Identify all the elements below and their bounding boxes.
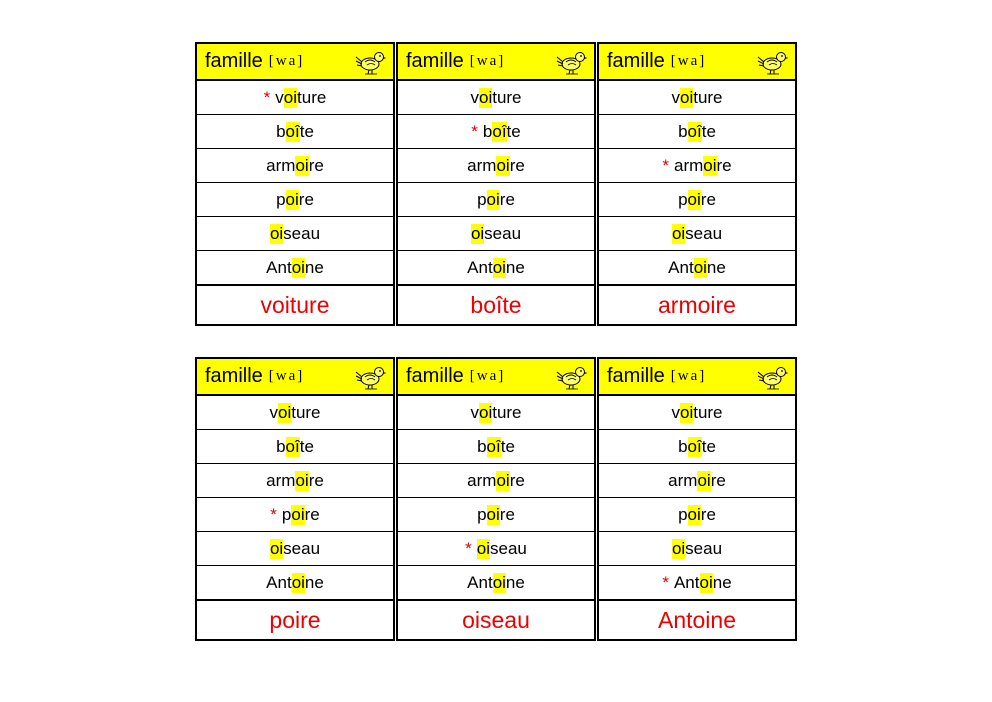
word-suffix: re (298, 189, 314, 209)
word-suffix: seau (283, 223, 321, 243)
word-prefix: arm (467, 155, 497, 175)
family-card (396, 357, 596, 641)
word-suffix: ture (492, 402, 522, 422)
word-list (197, 81, 393, 285)
word-suffix: re (509, 470, 525, 490)
word-row (398, 464, 594, 498)
word-prefix: Ant (467, 257, 493, 277)
card-header (398, 44, 594, 81)
word-suffix: seau (283, 538, 321, 558)
family-card (597, 357, 797, 641)
word-suffix: re (700, 504, 716, 524)
word-row (197, 498, 393, 532)
highlighted-letters: oi (687, 189, 701, 209)
highlighted-letters: oi (693, 257, 707, 277)
family-label: famille (406, 365, 464, 387)
highlighted-letters: oi (285, 189, 299, 209)
highlighted-letters: oi (291, 504, 305, 524)
card-header (197, 44, 393, 81)
word-row (599, 183, 795, 217)
cards-row (195, 42, 797, 326)
word-suffix: seau (685, 538, 723, 558)
word-row (599, 464, 795, 498)
word-suffix: te (500, 436, 515, 456)
word-prefix: Ant (673, 572, 700, 592)
word-prefix: b (678, 436, 688, 456)
word-suffix: te (299, 436, 314, 456)
word-row (599, 251, 795, 285)
highlighted-letters: oi (269, 538, 284, 558)
word-suffix: re (499, 189, 515, 209)
word-row (599, 566, 795, 600)
highlighted-letters: oi (478, 402, 493, 422)
word-row (599, 396, 795, 430)
word-row (197, 183, 393, 217)
word-suffix: ne (712, 572, 732, 592)
word-suffix: re (304, 504, 320, 524)
star-marker: * (263, 87, 271, 107)
highlighted-letters: oi (687, 504, 701, 524)
highlighted-letters: oi (295, 470, 309, 490)
word-suffix: re (509, 155, 525, 175)
word-row (197, 396, 393, 430)
word-row (197, 115, 393, 149)
word-prefix: p (281, 504, 292, 524)
word-suffix: ne (706, 257, 726, 277)
answer-word: voiture (197, 285, 393, 324)
word-prefix: p (678, 189, 688, 209)
word-prefix: arm (266, 155, 296, 175)
word-suffix: ne (505, 572, 525, 592)
phoneme-label: [wa] (469, 53, 506, 69)
word-suffix: ne (304, 257, 324, 277)
answer-word: poire (197, 600, 393, 639)
highlighted-letters: oi (486, 189, 500, 209)
highlighted-letters: oî (687, 436, 702, 456)
highlighted-letters: oi (470, 223, 485, 243)
bird-icon (355, 362, 387, 392)
word-row (599, 149, 795, 183)
word-prefix: Ant (668, 257, 694, 277)
highlighted-letters: oi (295, 155, 309, 175)
phoneme-label: [wa] (268, 368, 305, 384)
answer-word: armoire (599, 285, 795, 324)
word-row (398, 251, 594, 285)
bird-icon (757, 362, 789, 392)
bird-icon (556, 47, 588, 77)
highlighted-letters: oi (703, 155, 717, 175)
word-list (398, 396, 594, 600)
answer-word: boîte (398, 285, 594, 324)
highlighted-letters: oi (486, 504, 500, 524)
word-prefix: Ant (266, 257, 292, 277)
star-marker: * (662, 155, 669, 175)
family-label: famille (205, 50, 263, 72)
word-row (197, 217, 393, 251)
word-row (398, 532, 594, 566)
highlighted-letters: oi (478, 87, 493, 107)
word-row (599, 217, 795, 251)
word-list (599, 396, 795, 600)
word-prefix: arm (668, 470, 698, 490)
highlighted-letters: oi (697, 470, 711, 490)
word-suffix: te (701, 121, 716, 141)
word-row (398, 149, 594, 183)
word-row (398, 217, 594, 251)
word-suffix: seau (484, 223, 522, 243)
highlighted-letters: oi (291, 257, 305, 277)
highlighted-letters: oi (492, 572, 506, 592)
word-prefix: arm (266, 470, 296, 490)
highlighted-letters: oi (679, 87, 694, 107)
word-suffix: re (499, 504, 515, 524)
card-sheet-top (195, 42, 797, 326)
highlighted-letters: oi (283, 87, 298, 107)
word-row (398, 396, 594, 430)
word-prefix: p (678, 504, 688, 524)
card-header (197, 359, 393, 396)
word-prefix: b (276, 436, 286, 456)
answer-word: Antoine (599, 600, 795, 639)
bird-icon (355, 47, 387, 77)
star-marker: * (471, 121, 478, 141)
word-prefix: b (482, 121, 493, 141)
card-header (398, 359, 594, 396)
phoneme-label: [wa] (268, 53, 305, 69)
word-suffix: re (308, 155, 324, 175)
word-suffix: ture (291, 402, 321, 422)
word-prefix: Ant (266, 572, 292, 592)
highlighted-letters: oî (492, 121, 507, 141)
word-suffix: te (701, 436, 716, 456)
word-suffix: ture (693, 87, 723, 107)
word-row (197, 430, 393, 464)
word-row (599, 430, 795, 464)
highlighted-letters: oi (269, 223, 284, 243)
phoneme-label: [wa] (670, 53, 707, 69)
word-row (599, 115, 795, 149)
star-marker: * (662, 572, 669, 592)
word-suffix: re (308, 470, 324, 490)
family-card (195, 357, 395, 641)
word-row (599, 81, 795, 115)
family-card (396, 42, 596, 326)
highlighted-letters: oî (687, 121, 702, 141)
highlighted-letters: oi (496, 470, 510, 490)
word-row (197, 149, 393, 183)
word-suffix: re (716, 155, 732, 175)
card-header (599, 359, 795, 396)
word-suffix: ture (492, 87, 522, 107)
word-row (197, 251, 393, 285)
card-header (599, 44, 795, 81)
family-label: famille (406, 50, 464, 72)
word-row (398, 81, 594, 115)
highlighted-letters: oi (699, 572, 713, 592)
word-prefix: b (678, 121, 688, 141)
word-prefix: p (477, 504, 487, 524)
family-label: famille (607, 50, 665, 72)
family-card (597, 42, 797, 326)
word-prefix: v (275, 87, 284, 107)
word-suffix: seau (685, 223, 723, 243)
cards-row (195, 357, 797, 641)
word-prefix: p (276, 189, 286, 209)
highlighted-letters: oî (486, 436, 501, 456)
bird-icon (556, 362, 588, 392)
family-card (195, 42, 395, 326)
highlighted-letters: oî (285, 121, 300, 141)
highlighted-letters: oi (671, 223, 686, 243)
word-suffix: ne (505, 257, 525, 277)
word-row (197, 464, 393, 498)
word-suffix: re (710, 470, 726, 490)
phoneme-label: [wa] (469, 368, 506, 384)
highlighted-letters: oi (277, 402, 292, 422)
card-sheet-bottom (195, 357, 797, 641)
word-row (398, 183, 594, 217)
star-marker: * (465, 538, 472, 558)
word-suffix: seau (489, 538, 527, 558)
word-row (197, 566, 393, 600)
highlighted-letters: oi (291, 572, 305, 592)
word-row (398, 430, 594, 464)
highlighted-letters: oi (476, 538, 490, 558)
word-row (398, 115, 594, 149)
word-suffix: ture (693, 402, 723, 422)
word-prefix: v (671, 402, 680, 422)
word-prefix: arm (467, 470, 497, 490)
answer-word: oiseau (398, 600, 594, 639)
highlighted-letters: oi (679, 402, 694, 422)
bird-icon (757, 47, 789, 77)
word-suffix: te (299, 121, 314, 141)
word-prefix: v (470, 402, 479, 422)
word-suffix: ture (297, 87, 327, 107)
word-row (197, 532, 393, 566)
family-label: famille (607, 365, 665, 387)
highlighted-letters: oi (492, 257, 506, 277)
family-label: famille (205, 365, 263, 387)
highlighted-letters: oi (496, 155, 510, 175)
word-list (197, 396, 393, 600)
star-marker: * (270, 504, 277, 524)
word-prefix: v (470, 87, 479, 107)
word-list (599, 81, 795, 285)
word-prefix: p (477, 189, 487, 209)
highlighted-letters: oî (285, 436, 300, 456)
word-prefix: b (276, 121, 286, 141)
word-row (197, 81, 393, 115)
word-suffix: te (506, 121, 521, 141)
word-suffix: re (700, 189, 716, 209)
word-list (398, 81, 594, 285)
word-prefix: arm (673, 155, 704, 175)
word-row (398, 566, 594, 600)
phoneme-label: [wa] (670, 368, 707, 384)
highlighted-letters: oi (671, 538, 686, 558)
word-prefix: v (671, 87, 680, 107)
word-prefix: v (269, 402, 278, 422)
word-suffix: ne (304, 572, 324, 592)
word-row (599, 498, 795, 532)
word-prefix: Ant (467, 572, 493, 592)
word-prefix: b (477, 436, 487, 456)
word-row (398, 498, 594, 532)
word-row (599, 532, 795, 566)
